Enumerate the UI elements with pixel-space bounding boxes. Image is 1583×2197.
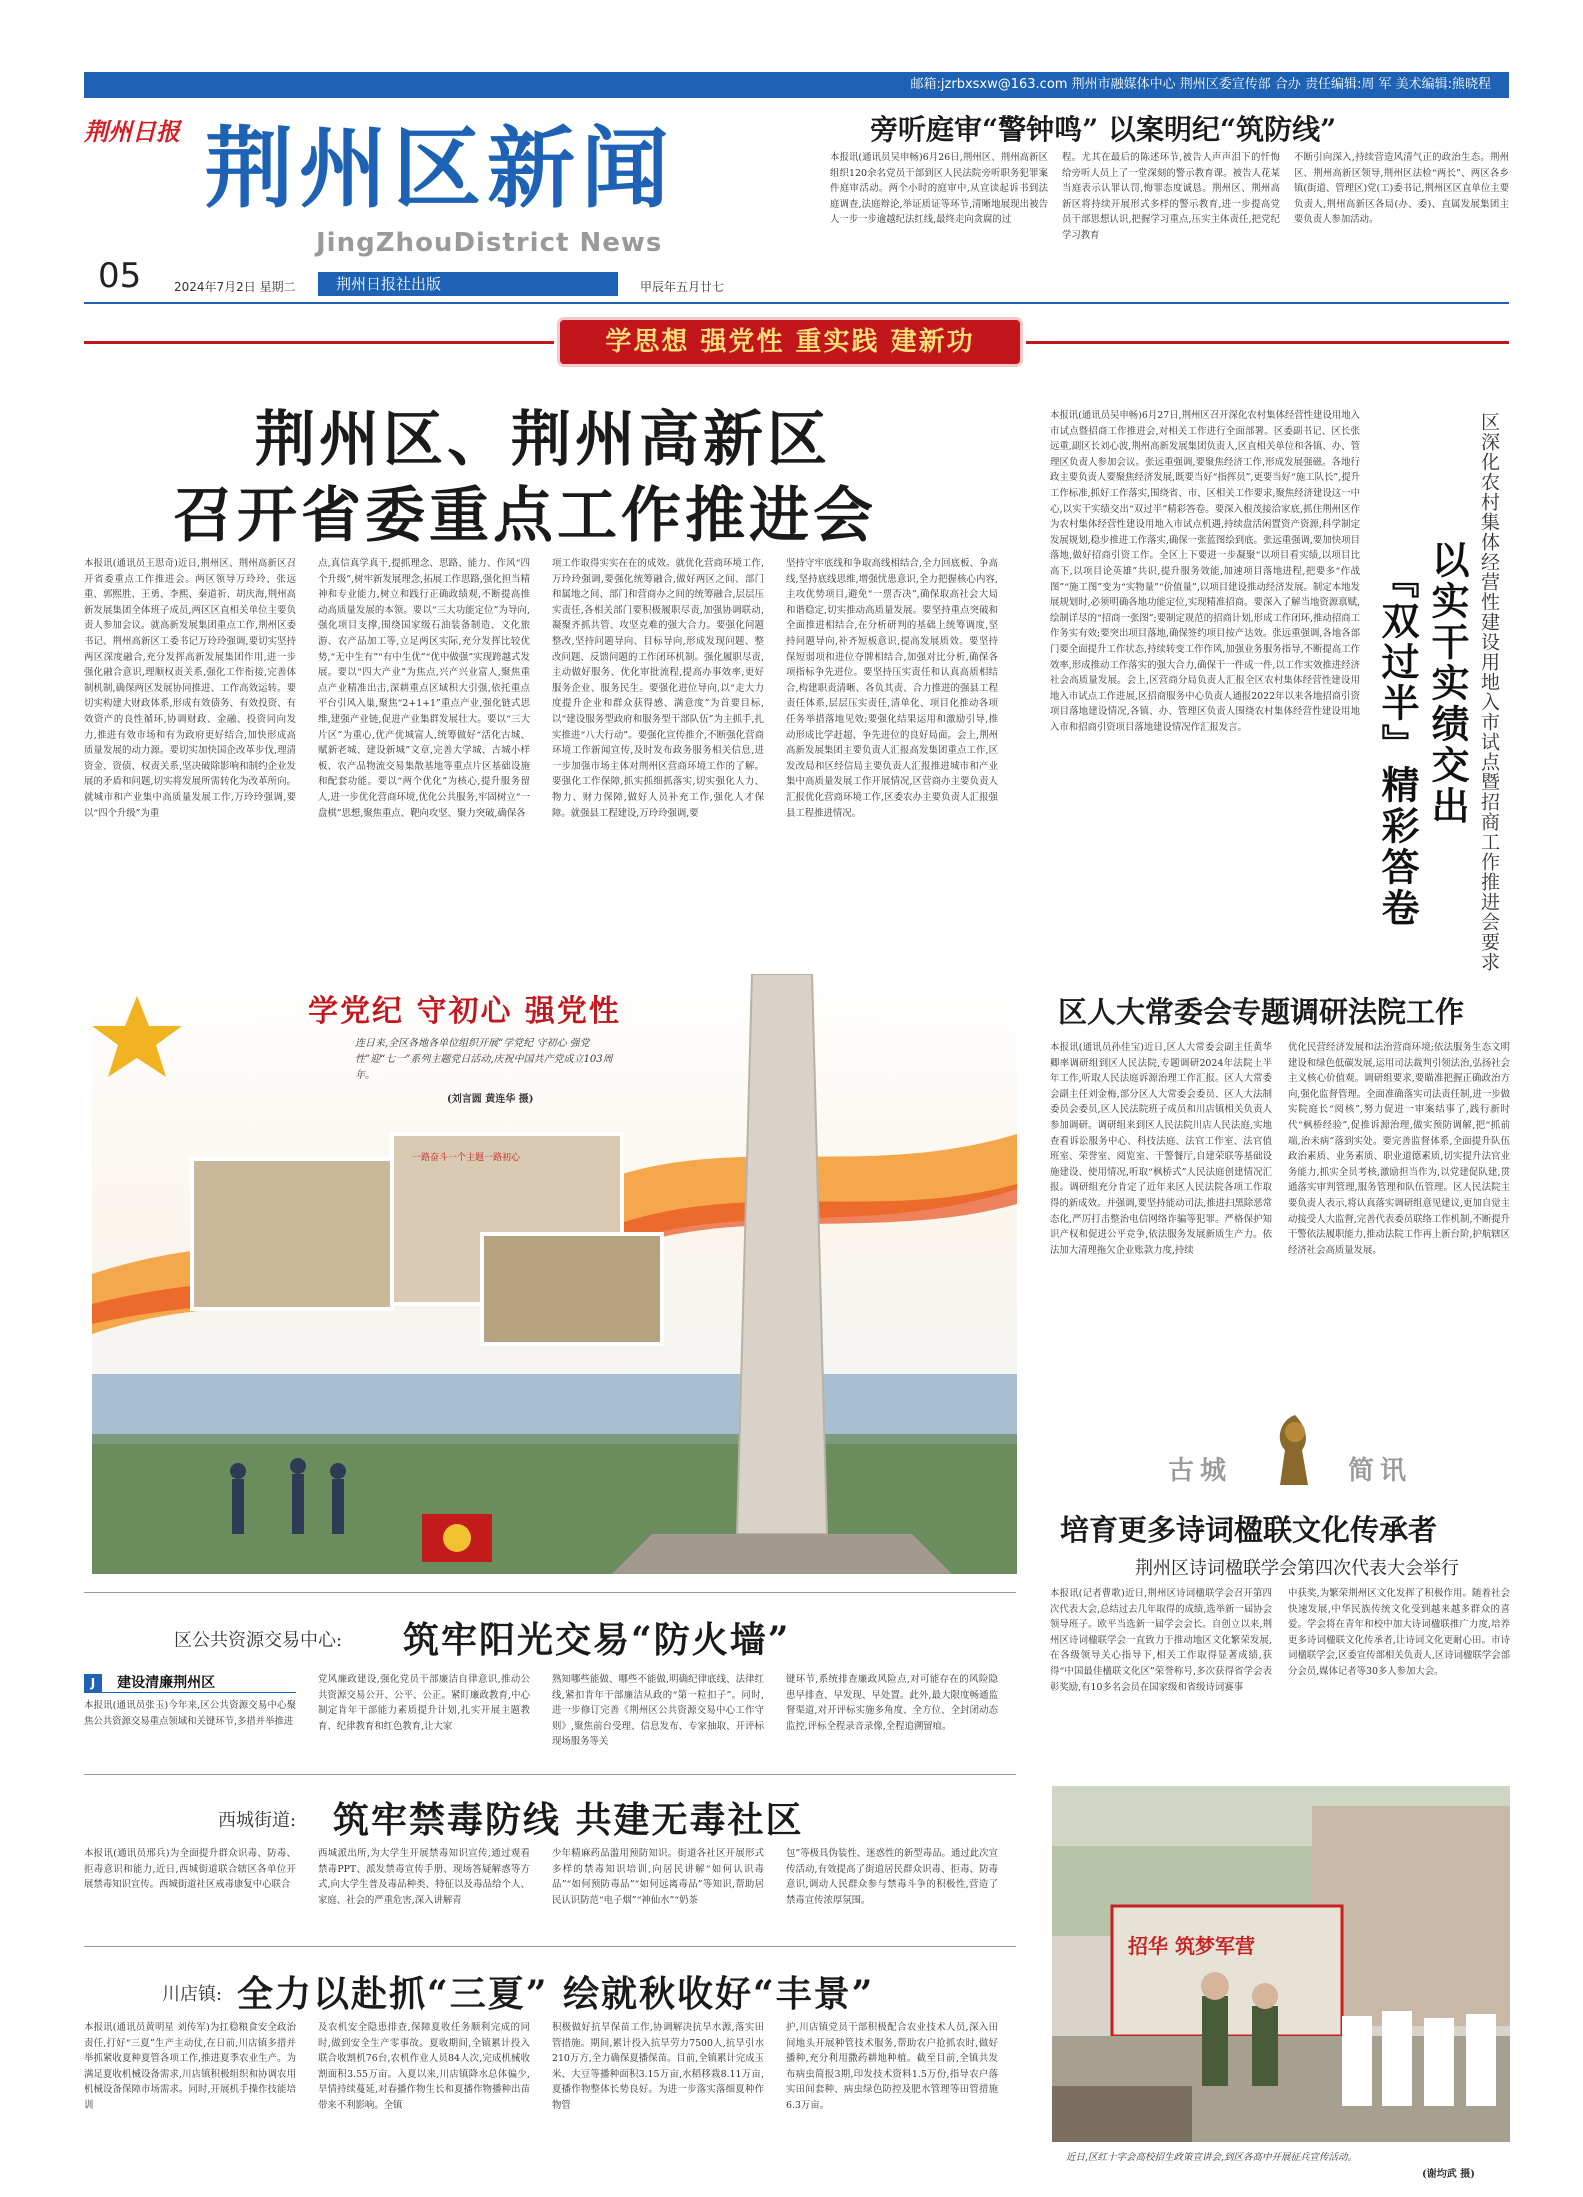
- column-badge-icon: J: [84, 1674, 102, 1692]
- poetry-story-title: 培育更多诗词楹联文化传承者: [1060, 1513, 1438, 1547]
- column-label-text: 建设清廉荆州区: [117, 1675, 216, 1691]
- main-story-title-line-1: 荆州区、荆州高新区: [255, 405, 831, 475]
- drug-story-col-2: 西城派出所,为大学生开展禁毒知识宣传,通过观看禁毒PPT、派发禁毒宣传手册、现场答疑解惑等方式,向大学生普及毒品种类、特征以及毒品给个人、家庭、社会的严重危害,深入讲解青: [318, 1848, 530, 1906]
- court-story-col-2: 优化民营经济发展和法治营商环境;依法服务生态文明建设和绿色低碳发展,运用司法裁判引领法治,弘扬社会主义核心价值观。调研组要求,要瞄准把握正确政治方向,强化监督管理。全面准确落实司法责任制,进一步做实院庭长“阅核”,努力促进一审案结事了,践行新时代“枫桥经验”,促推诉源治理,做实预防调解,把“抓前端,治未病”落到实处。要完善监督体系,全面提升队伍政治素质、业务素质、职业道德素质,切实提升法官业务能力,抓实全员考核,激励担当作为,以党建促队建,贯通落实审判管理,服务管理和队伍管理。区人民法院主要负责人表示,将认真落实调研组意见建议,更加自觉主动接受人大监督,完善代表委员联络工作机制,不断提升干警依法履职能力,推动法院工作再上新台阶,护航辖区经济社会高质量发展。: [1288, 1042, 1510, 1256]
- top-story-col-1: 本报讯(通讯员吴申畅)6月26日,荆州区、荆州高新区组织120余名党员干部到区人民法院旁听职务犯罪案件庭审活动。两个小时的庭审中,从宣读起诉书到法庭调查,法庭辩论,举证质证等环节,清晰地展现出被告人一步一步逾越纪法红线,最终走向贪腐的过: [830, 152, 1048, 226]
- issue-date: 2024年7月2日 星期二: [174, 280, 296, 294]
- top-story-col-3: 不断引向深入,持续营造风清气正的政治生态。荆州区、荆州高新区领导,荆州区法检“两长”、两区各乡镇(街道、管理区)党(工)委书记,荆州区区直单位主要负责人,荆州高新区各局(办、委)、直属发展集团主要负责人参加活动。: [1294, 152, 1509, 226]
- drug-story-col-3: 少年精麻药品滥用预防知识。街道各社区开展形式多样的禁毒知识培训,向居民讲解“如何认识毒品”“如何预防毒品”“如何远离毒品”等知识,帮助居民认识防范“电子烟”“神仙水”“奶茶: [552, 1848, 764, 1906]
- ancient-city-emblem-icon: [1260, 1410, 1330, 1490]
- trade-story-col-2: 党风廉政建设,强化党员干部廉洁自律意识,推动公共资源交易公开、公平、公正。紧盯廉政教育,中心制定肯年干部能力素质提升计划,扎实开展主题教育、纪律教育和红色教育,让大家: [318, 1674, 530, 1732]
- publisher-badge: 荆州日报社出版: [318, 272, 618, 296]
- right-story-text: 本报讯(通讯员吴申畅)6月27日,荆州区召开深化农村集体经营性建设用地入市试点暨招商工作推进会,对相关工作进行全面部署。区委副书记、区长张远重,副区长刘心波,荆州高新发展集团负责人,区直相关单位和各镇、办、管理区负责人参加会议。张远重强调,要聚焦经济工作,形成发展强磁。各地行政主要负责人要聚焦经济发展,既要当好“指挥员”,更要当好“施工队长”,提升工作标准,抓好工作落实,围绕省、市、区相关工作要求,聚焦经济建设这一中心,以实干实绩交出“双过半”精彩答卷。要深入根茂接洽家底,抓住荆州区作为农村集体经营性建设用地入市试点机遇,持续盘活闲置资产资源,科学制定发展规划,稳步推进工作落实,确保一张蓝图绘到底。张远重强调,要加快项目落地,做好招商引资工作。全区上下要进一步凝聚“以项目看实绩,以项目比高下,以项目论英雄”共识,提升服务效能,加速项目落地进程,把要多“作战图”“施工图”变为“实物量”“价值量”,以项目建设推动经济发展。制定本地发展规划时,必须明确各地功能定位,实现精准招商。要深入了解当地资源禀赋,绘制详尽的“招商一张图”;要制定规范的招商计划,形成工作闭环,推动招商工作务实有效;要突出项目落地,确保签约项目按产达效。张远重强调,各地各部门要全面提升工作状态,持续转变工作作风,加强业务服务指导,不断提高工作效率,形成推动工作落实的强大合力,确保干一件成一件,以工作实效推进经济社会高质量发展。会上,区营商分局负责人汇报全区农村集体经营性建设用地入市试点工作进展,区招商服务中心负责人通报2022年以来各地招商引资项目落地建设情况,各镇、办、管理区负责人围绕农村集体经营性建设用地入市和招商引资项目落地建设情况作汇报发言。: [1050, 410, 1360, 733]
- court-story-title: 区人大常委会专题调研法院工作: [1058, 995, 1465, 1029]
- photo-feature-credit: (刘言圆 黄连华 摄): [447, 1094, 534, 1105]
- brief-header: [1160, 1410, 1430, 1490]
- trade-story-col-4: 键环节,系统排查廉政风险点,对可能存在的风险隐患早排查、早发现、早处置。此外,最大限度畅通监督渠道,对开评标实施多角度、全方位、全封闭动态监控,评标全程录音录像,全程追溯留痕。: [786, 1674, 998, 1732]
- drug-story-rule: [84, 1774, 1016, 1775]
- harvest-story-rule: [84, 1946, 1016, 1947]
- top-story-col-2: 程。尤其在最后的陈述环节,被告人声声泪下的忏悔给旁听人员上了一堂深刻的警示教育课。被告人花某当庭表示认罪认罚,悔罪态度诚恳。荆州区、荆州高新区将持续开展形式多样的警示教育,进一步提高党员干部思想认识,把握学习重点,压实主体责任,把党纪学习教育: [1062, 152, 1280, 241]
- page-number: 05: [98, 256, 142, 296]
- slogan-banner: [560, 320, 1020, 364]
- topbar-contact-line: 邮箱:jzrbxsxw@163.com 荆州市融媒体中心 荆州区委宣传部 合办 责任编辑:周 军 美术编辑:熊晓程: [84, 72, 1509, 98]
- campus-photo-caption: 近日,区红十字会高校招生政策宣讲会,到区各高中开展征兵宣传活动。: [1066, 2152, 1358, 2163]
- harvest-story-col-4: 护,川店镇党员干部积极配合农业技术人员,深入田间地头开展种管技术服务,帮助农户抢抓农时,做好播种,充分利用撒药耕地种植。截至目前,全镇共发布病虫简报3期,印发技术资料1.5万份,指导农户落实田间套种、病虫绿色防控及肥水管理等田管措施6.3万亩。: [786, 2022, 998, 2111]
- harvest-story-col-2: 及农机安全隐患排查,保障夏收任务顺利完成的同时,做到安全生产零事故。夏收期间,全镇累计投入联合收割机76台,农机作业人员84人次,完成机械收割面积3.55万亩。入夏以来,川店镇降水总体偏少,旱情持续蔓延,对春播作物生长和夏播作物播种出苗带来不利影响。全镇: [318, 2022, 530, 2111]
- main-story-col-1: 本报讯(通讯员王思奇)近日,荆州区、荆州高新区召开省委重点工作推进会。两区领导万玲玲、张远重、郭熙胜、王勇、李熙、秦道祈、胡庆海,荆州高新发展集团全体班子成员,两区区直相关单位主要负责人参加会议。就高新发展集团重点工作,荆州区委书记、荆州高新区工委书记万玲玲强调,要切实坚持两区深度融合,充分发挥高新发展集团作用,进一步强化融合意识,理顺权责关系,强化工作衔接,完善体制机制,确保两区发展协同推进、工作高效运转。要切实构建大财政体系,形成有效债务、有效投资、有效资产的良性循环,协调财政、金融、投资同向发力,推进有效市场和有为政府更好结合,加快形成高质量发展的动力源。要切实加快国企改革步伐,理清资金、资债、权责关系,坚决破除影响和制约企业发展的矛盾和问题,切实将发展所需转化为改革所向。就城市和产业集中高质量发展工作,万玲玲强调,要以“四个升级”为重: [84, 558, 296, 819]
- trade-story-prefix: 区公共资源交易中心:: [174, 1630, 343, 1651]
- campus-photo: [1052, 1786, 1510, 2142]
- trade-story-rule: [84, 1592, 1016, 1593]
- harvest-story-col-1: 本报讯(通讯员黄明星 刘传军)为扛稳粮食安全政治责任,打好“三夏”生产主动仗,在日前,川店镇多措并举抓紧收夏种夏管各项工作,推进夏季农业生产。为满足夏收机械设备需求,川店镇积极组织和协调农用机械设备保障市场需求。同时,开展机手操作技能培训: [84, 2022, 296, 2111]
- masthead-title: 荆州区新闻: [205, 116, 676, 220]
- slogan-text: 学思想 强党性 重实践 建新功: [605, 327, 975, 357]
- brief-header-left: 古城: [1168, 1456, 1233, 1486]
- star-icon: [92, 996, 182, 1077]
- drug-story-col-1: 本报讯(通讯员邢兵)为全面提升群众识毒、防毒、拒毒意识和能力,近日,西城街道联合辖区各单位开展禁毒知识宣传。西城街道社区戒毒康复中心联合: [84, 1848, 296, 1891]
- slogan-right-rule: [1026, 341, 1509, 344]
- main-story-title-line-2: 召开省委重点工作推进会: [173, 481, 877, 551]
- trade-story-col-3: 熟知哪些能做、哪些不能做,明确纪律底线、法律红线,紧扣肯年干部廉洁从政的“第一粒扣子”。同时,进一步修订完善《荆州区公共资源交易中心工作守则》,聚焦前台受理、信息发布、专家抽取、开评标现场服务等关: [552, 1674, 764, 1748]
- drug-story-col-4: 包”等极具伪装性、迷惑性的新型毒品。通过此次宣传活动,有效提高了街道居民群众识毒、拒毒、防毒意识,调动人民群众参与禁毒斗争的积极性,营造了禁毒宣传浓厚氛围。: [786, 1848, 998, 1906]
- campus-photo-banner-text: 招华 筑梦军营: [1128, 1934, 1255, 1958]
- poetry-story-subtitle: 荆州区诗词楹联学会第四次代表大会举行: [1135, 1558, 1459, 1579]
- newspaper-logo: 荆州日报: [84, 117, 180, 146]
- campus-photo-artwork: [1052, 1786, 1510, 2142]
- drug-story-title: 筑牢禁毒防线 共建无毒社区: [333, 1799, 804, 1841]
- right-story-vertical-title-1: 以实干实绩交出: [1425, 540, 1470, 827]
- brief-header-right: 简讯: [1348, 1456, 1413, 1486]
- trade-story-title: 筑牢阳光交易“防火墙”: [403, 1619, 791, 1661]
- masthead-subtitle-en: JingZhouDistrict News: [316, 228, 663, 258]
- trade-story-col-1: 本报讯(通讯员张玉)今年来,区公共资源交易中心聚焦公共资源交易重点领域和关键环节,多措并举推进: [84, 1700, 296, 1727]
- photo-feature-title: 学党纪 守初心 强党性: [308, 994, 621, 1029]
- slogan-left-rule: [84, 341, 554, 344]
- harvest-story-title: 全力以赴抓“三夏” 绘就秋收好“丰景”: [237, 1973, 875, 2015]
- poetry-story-col-1: 本报讯(记者曹歌)近日,荆州区诗词楹联学会召开第四次代表大会,总结过去几年取得的成绩,选举新一届协会领导班子。欧平当选新一届学会会长。自创立以来,荆州区诗词楹联学会一直致力于推动地区文化繁荣发展,在各级领导关心指导下,相关工作取得显著成绩,获得“中国最佳楹联文化区”荣誉称号,多次获得省学会表彰奖励,有10多名会员在国家级和省级诗词赛事: [1050, 1588, 1272, 1693]
- photo-feature-caption: 连日来,全区各地各单位组织开展“学党纪 守初心 强党性”迎“七一”系列主题党日活动,庆祝中国共产党成立103周年。: [355, 1038, 613, 1081]
- harvest-story-prefix: 川店镇:: [162, 1984, 223, 2005]
- court-story-col-1: 本报讯(通讯员孙佳宝)近日,区人大常委会副主任黄华卿率调研组到区人民法院,专题调研2024年法院上半年工作,听取人民法庭诉源治理工作汇报。区人大常委会副主任刘金梅,部分区人大常委会委员、区人大法制委员会委员,区人民法院班子成员和川店镇相关负责人参加调研。调研组来到区人民法院川店人民法庭,实地查看诉讼服务中心、科技法庭、法官工作室、法官值班室、荣誉室、阅览室、干警餐厅,自建荣联等基础设施建设、使用情况,听取“枫桥式”人民法庭创建情况汇报。调研组充分肯定了近年来区人民法院各项工作取得的新成效。并强调,要坚持能动司法,推进扫黑除恶常态化,严厉打击整治电信网络诈骗等犯罪。严格保护知识产权和促进公平竞争,依法服务发展新质生产力。依法加大清理拖欠企业账款力度,持续: [1050, 1042, 1272, 1256]
- right-story-vertical-title-2: 『双过半』精彩答卷: [1375, 560, 1420, 929]
- campus-photo-credit: (谢均武 摄): [1422, 2169, 1475, 2180]
- poetry-story-col-2: 中获奖,为繁荣荆州区文化发挥了积极作用。随着社会快速发展,中华民族传统文化受到越来越多群众的喜爱。学会将在青年和校中加大诗词楹联推广力度,培养更多诗词楹联文化传承者,让诗词文化更耐心田。市诗词楹联学会,区委宣传部相关负责人,区诗词楹联学会部分会员,媒体记者等30多人参加大会。: [1288, 1588, 1510, 1677]
- harvest-story-col-3: 积极做好抗旱保苗工作,协调解决抗旱水源,落实田管措施。期间,累计投入抗旱劳力7500人,抗旱引水210万方,全力确保夏播保苗。目前,全镇累计完成玉米、大豆等播种面积3.15万亩,水稻移栽8.11万亩,夏播作物整体长势良好。为进一步落实落细夏种作物管: [552, 2022, 764, 2111]
- drug-story-prefix: 西城街道:: [218, 1810, 297, 1831]
- top-story-title: 旁听庭审“警钟鸣” 以案明纪“筑防线”: [870, 113, 1337, 146]
- right-story-vertical-subtitle: 区深化农村集体经营性建设用地入市试点暨招商工作推进会要求: [1478, 412, 1500, 972]
- main-story-col-3: 项工作取得实实在在的成效。就优化营商环境工作,万玲玲强调,要强化统筹融合,做好两区之间、部门和属地之间、部门和营商办之间的统筹融合,层层压实责任,各相关部门要积极履职尽责,加强协调联动,凝聚齐抓共管、攻坚克难的强大合力。要强化问题整改,坚持问题导向、目标导向,形成发现问题、整改问题、反馈问题的工作闭环机制。强化履职尽责,主动做好服务、优化审批流程,提高办事效率,更好服务企业、服务民生。要强化进位导向,以“走大力度提升企业和群众获得感、满意度”为首要目标,以“建设服务型政府和服务型干部队伍”为主抓手,扎实推进“八大行动”。要强化宣传推介,不断强化营商环境工作新闻宣传,及时发布政务服务相关信息,进一步加强市场主体对荆州区营商环境工作的了解。要强化工作保障,抓实抓细抓落实,切实强化人力、物力、财力保障,做好人员补充工作,强化人才保障。就强县工程建设,万玲玲强调,要: [552, 558, 764, 819]
- main-story-col-4: 坚持守牢底线和争取高线相结合,全力回底板、争高线,坚持底线思维,增强忧患意识,全力把握核心内容,主攻优势项目,避免“一票否决”,确保取高社会大局和谐稳定,切实推动高质量发展。要坚持重点突破和全面推进相结合,在分析研判的基础上统筹调度,坚持问题导向,补齐短板意识,提高发展质效。要坚持保短弱项和进位夺牌相结合,加强对比分析,确保各项指标争先进位。要坚持压实责任和认真高质相结合,构建职责清晰、各负其责、合力推进的强县工程责任体系,层层压实责任,清单化、项目化推动各项任务举措落地见效;要强化结果运用和激励引导,推动形成比学赶超、争先进位的良好局面。会上,荆州高新发展集团主要负责人汇报高发集团重点工作,区发改局和区经信局主要负责人汇报推进城市和产业集中高质量发展工作开展情况,区营商办主要负责人汇报优化营商环境工作,区委农办主要负责人汇报强县工程推进情况。: [786, 558, 998, 819]
- photo-feature-board-text: 一路奋斗一个主题一路初心: [412, 1153, 521, 1163]
- clean-government-column-label: [84, 1672, 296, 1693]
- masthead-rule: [84, 302, 1509, 304]
- lunar-date: 甲辰年五月廿七: [640, 280, 725, 294]
- main-story-col-2: 点,真信真学真干,提抓理念、思路、能力、作风“四个升级”,树牢新发展理念,拓展工作思路,强化担当精神和专业能力,树立和践行正确政绩观,不断提高推动高质量发展的本领。要以“三大功能定位”为导向,强化项目支撑,围绕国家级石油装备制造、文化旅游、农产品加工等,立足两区实际,充分发挥比较优势,“无中生有”“有中生优”“优中做强”实现跨越式发展。要以“四大产业”为焦点,兴产兴业富人,聚焦重点产业精准出击,深耕重点区域积大引强,依托重点平台引风入巢,聚焦“2+1+1”重点产业,强化链式思维,建强产业链,促进产业集群发展壮大。要以“三大片区”为重心,优产优城富人,统筹做好“活化古城、赋新老城、建设新城”文章,完善大学城、古城小样板、农产品物流交易集散基地等重点片区基础设施和配套功能。要以“两个优化”为核心,提升服务留人,进一步优化营商环境,优化公共服务,牢固树立“一盘棋”思想,聚焦重点、靶向攻坚、聚力突破,确保各: [318, 558, 530, 819]
